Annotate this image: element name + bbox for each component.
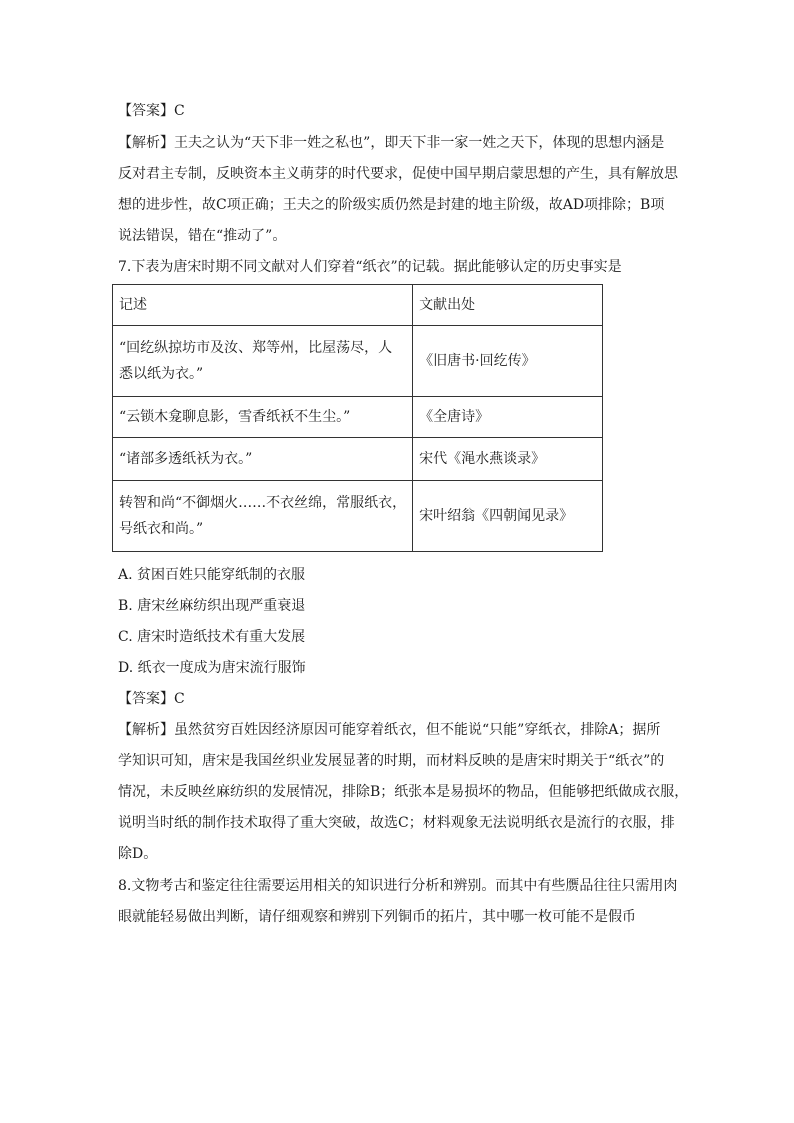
q6-answer: 【答案】C <box>118 103 185 119</box>
q7-stem: 7.下表为唐宋时期不同文献对人们穿着“纸衣”的记载。据此能够认定的历史事实是 <box>118 259 622 275</box>
table-row <box>113 481 603 552</box>
record-text: 号纸衣和尚。” <box>119 521 204 537</box>
q7-analysis-line-3: 情况，未反映丝麻纺织的发展情况，排除B；纸张本是易损坏的物品，但能够把纸做成衣服， <box>118 784 689 800</box>
q7-analysis-line-1: 【解析】虽然贫穷百姓因经济原因可能穿着纸衣，但不能说“只能”穿纸衣，排除A；据所 <box>118 722 661 738</box>
record-text: “诸部多透纸袄为衣。” <box>119 451 253 467</box>
q6-analysis-line-3: 想的进步性，故C项正确；王夫之的阶级实质仍然是封建的地主阶级，故AD项排除；B项 <box>118 197 665 213</box>
q7-answer: 【答案】C <box>118 691 185 707</box>
q7-option-d: D. 纸衣一度成为唐宋流行服饰 <box>118 660 306 676</box>
q7-records-table <box>112 284 603 552</box>
table-row <box>113 326 603 397</box>
record-text: “回纥纵掠坊市及汝、郑等州，比屋荡尽，人 <box>119 340 393 356</box>
record-cell <box>113 438 413 481</box>
q6-analysis-line-2: 反对君主专制，反映资本主义萌芽的时代要求，促使中国早期启蒙思想的产生，具有解放思 <box>118 166 678 182</box>
q7-analysis-line-5: 除D。 <box>118 846 158 862</box>
table-header-row <box>113 285 603 326</box>
record-text: 转智和尚“不御烟火……不衣丝绵，常服纸衣， <box>119 495 407 511</box>
source-cell: 《全唐诗》 <box>413 397 603 438</box>
record-cell <box>113 326 413 397</box>
table-row <box>113 397 603 438</box>
source-cell: 宋代《渑水燕谈录》 <box>413 438 603 481</box>
record-cell <box>113 397 413 438</box>
q7-option-b: B. 唐宋丝麻纺织出现严重衰退 <box>118 598 306 614</box>
q8-stem-line-1: 8.文物考古和鉴定往往需要运用相关的知识进行分析和辨别。而其中有些赝品往往只需用肉 <box>118 878 678 894</box>
q7-option-a: A. 贫困百姓只能穿纸制的衣服 <box>118 567 306 583</box>
record-text: 悉以纸为衣。” <box>119 366 204 382</box>
q6-analysis-line-4: 说法错误，错在“推动了”。 <box>118 228 287 244</box>
q6-analysis-line-1: 【解析】王夫之认为“天下非一姓之私也”，即天下非一家一姓之天下，体现的思想内涵是 <box>118 135 665 151</box>
q7-analysis-line-2: 学知识可知，唐宋是我国丝织业发展显著的时期，而材料反映的是唐宋时期关于“纸衣”的 <box>118 753 665 769</box>
table-row <box>113 438 603 481</box>
source-cell: 《旧唐书·回纥传》 <box>413 326 603 397</box>
record-text: “云锁木龛聊息影，雪香纸袄不生尘。” <box>119 409 351 425</box>
header-record: 记述 <box>113 285 413 326</box>
q7-option-c: C. 唐宋时造纸技术有重大发展 <box>118 629 306 645</box>
q7-analysis-line-4: 说明当时纸的制作技术取得了重大突破，故选C；材料观象无法说明纸衣是流行的衣服，排 <box>118 815 675 831</box>
source-cell: 宋叶绍翁《四朝闻见录》 <box>413 481 603 552</box>
header-source: 文献出处 <box>413 285 603 326</box>
record-cell <box>113 481 413 552</box>
q8-stem-line-2: 眼就能轻易做出判断，请仔细观察和辨别下列铜币的拓片，其中哪一枚可能不是假币 <box>118 909 636 925</box>
